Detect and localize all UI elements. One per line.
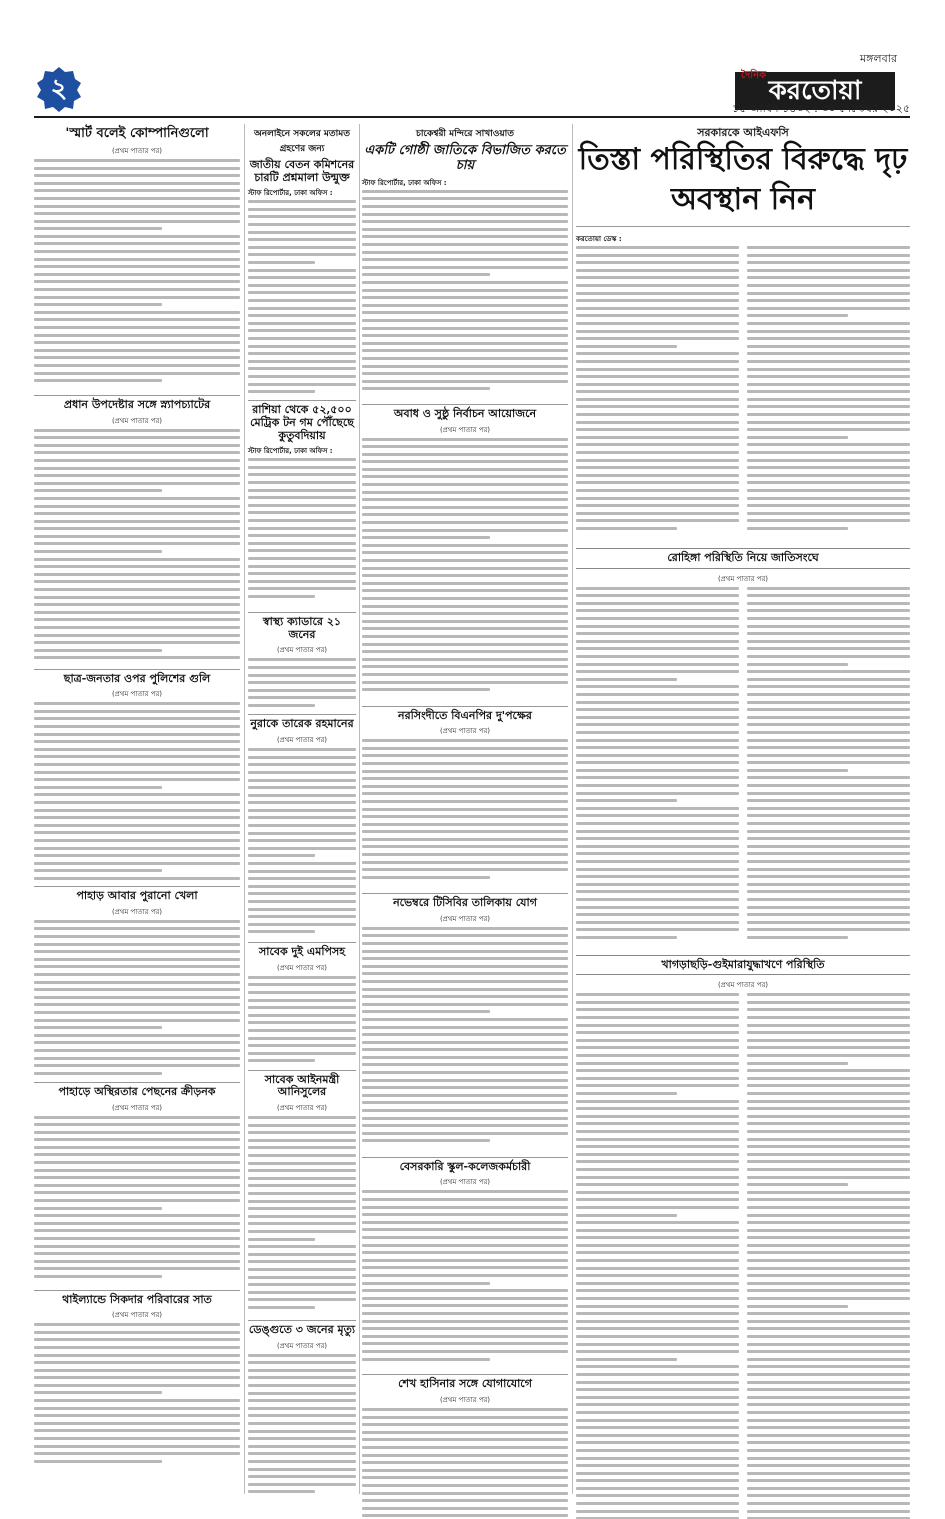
article-body [248, 200, 356, 396]
article-divider [362, 404, 568, 405]
article-headline: নভেম্বরে টিসিবির তালিকায় যোগ [393, 896, 537, 910]
continuation-note: (প্রথম পাতার পর) [439, 1178, 491, 1187]
article-headline: জাতীয় বেতন কমিশনের চারটি প্রশ্নমালা উন্মুক্ত [249, 158, 355, 184]
article-kicker: অনলাইনে সকলের মতামত গ্রহণের জন্য [253, 129, 351, 154]
article-headline: সাবেক আইনমন্ত্রী আনিসুলের [264, 1072, 340, 1099]
article-headline: নরসিংদীতে বিএনপির দু'পক্ষের [398, 708, 532, 722]
article-divider [248, 400, 356, 401]
column-4 [576, 232, 910, 1519]
article-body [362, 739, 568, 889]
continuation-note: (প্রথম পাতার পর) [276, 1104, 328, 1113]
article-headline: পাহাড়ে অস্থিরতার পেছনের ক্রীড়নক [58, 1084, 216, 1098]
article-divider [248, 1320, 356, 1321]
article-body [34, 429, 240, 665]
article-body [34, 1116, 240, 1286]
section-header [576, 955, 910, 976]
article-body [362, 1190, 568, 1370]
article-body [248, 658, 356, 710]
article-divider [362, 1374, 568, 1375]
page-number: ২ [50, 74, 68, 104]
article-body [248, 1116, 356, 1316]
article-headline: একটি গোষ্ঠী জাতিকে বিভাজিত করতে চায় [364, 143, 566, 173]
masthead [0, 0, 945, 118]
continuation-note: (প্রথম পাতার পর) [111, 1103, 163, 1112]
article-headline: বেসরকারি স্কুল-কলেজকর্মচারী [399, 1159, 531, 1173]
article-divider [362, 1157, 568, 1158]
column-1 [34, 124, 240, 1473]
article-body [576, 993, 739, 1519]
article-divider [248, 1070, 356, 1071]
article-divider [248, 942, 356, 943]
page-number-badge [36, 66, 82, 112]
continuation-note: (প্রথম পাতার পর) [276, 736, 328, 745]
article-byline: করতোয়া ডেস্ক : [576, 235, 622, 243]
continuation-note: (প্রথম পাতার পর) [276, 963, 328, 972]
article-headline: প্রধান উপদেষ্টার সঙ্গে স্ন্যাপচ্যাটের [63, 397, 211, 411]
article-columns [576, 587, 910, 949]
article-headline: 'স্মার্ট বলেই কোম্পানিগুলো [65, 126, 209, 141]
article-body [362, 438, 568, 702]
article-divider [248, 612, 356, 613]
article-body [34, 920, 240, 1078]
article-headline: পাহাড় আবার পুরানো খেলা [76, 889, 198, 903]
article-headline: অবাধ ও সুষ্ঠু নির্বাচন আয়োজনে [393, 406, 537, 420]
article-divider [248, 714, 356, 715]
brand-name: করতোয়া [735, 72, 895, 110]
continuation-note: (প্রথম পাতার পর) [111, 146, 163, 155]
section-header [576, 548, 910, 569]
continuation-note: (প্রথম পাতার পর) [439, 1396, 491, 1405]
continuation-note: (প্রথম পাতার পর) [111, 1311, 163, 1320]
article-body [362, 927, 568, 1153]
column-divider [572, 124, 573, 1494]
article-divider [34, 1290, 240, 1291]
continuation-note: (প্রথম পাতার পর) [276, 646, 328, 655]
lead-body [576, 246, 910, 542]
article-headline: রোহিঙ্গা পরিস্থিতি নিয়ে জাতিসংঘে [667, 551, 819, 564]
article-divider [362, 706, 568, 707]
column-divider [244, 124, 245, 1494]
article-headline: ডেঙ্গুতে ৩ জনের মৃত্যু [248, 1323, 356, 1337]
article-body [248, 458, 356, 608]
article-byline: স্টাফ রিপোর্টার, ঢাকা অফিস : [362, 178, 447, 187]
lead-kicker: সরকারকে আইএফসি [697, 126, 789, 139]
masthead-rule [34, 116, 910, 118]
article-headline: রাশিয়া থেকে ৫২,৫০০ মেট্রিক টন গম পৌঁছেছে কুতুবদিয়ায় [250, 403, 354, 442]
lead-headline: তিস্তা পরিস্থিতির বিরুদ্ধে দৃঢ় অবস্থান নিন [578, 142, 908, 217]
continuation-note: (প্রথম পাতার পর) [111, 907, 163, 916]
article-body [34, 1323, 240, 1473]
article-body [34, 159, 240, 391]
article-divider [34, 1082, 240, 1083]
continuation-note: (প্রথম পাতার পর) [717, 574, 769, 583]
article-headline: খাগড়াছড়ি-গুইমারাযুদ্ধাখণে পরিস্থিতি [661, 957, 825, 971]
continuation-note: (প্রথম পাতার পর) [111, 416, 163, 425]
continuation-note: (প্রথম পাতার পর) [276, 1341, 328, 1350]
article-body [576, 587, 739, 949]
lead-rule [576, 226, 910, 227]
article-headline: ছাত্র-জনতার ওপর পুলিশের গুলি [63, 671, 211, 685]
continuation-note: (প্রথম পাতার পর) [439, 425, 491, 434]
article-body [34, 702, 240, 882]
article-body [248, 748, 356, 938]
article-divider [34, 395, 240, 396]
continuation-note: (প্রথম পাতার পর) [439, 914, 491, 923]
continuation-note: (প্রথম পাতার পর) [111, 690, 163, 699]
article-body [747, 993, 910, 1519]
brand-small: দৈনিক [741, 70, 767, 81]
article-body [747, 587, 910, 949]
article-body [248, 1354, 356, 1504]
date-line: ১৫ আশ্বিন ১৪৩২ : ৩০ সেপ্টেম্বর ২০২৫ [732, 102, 910, 115]
column-2 [248, 124, 356, 1504]
article-body [248, 976, 356, 1066]
article-divider [34, 886, 240, 887]
article-body [362, 190, 568, 400]
continuation-note: (প্রথম পাতার পর) [439, 727, 491, 736]
article-headline: সাবেক দুই এমপিসহ [259, 945, 345, 959]
weekday: মঙ্গলবার [860, 52, 897, 65]
column-3 [362, 124, 568, 1519]
article-body [747, 246, 910, 542]
article-divider [34, 669, 240, 670]
article-columns [576, 993, 910, 1519]
article-headline: থাইল্যান্ডে সিকদার পরিবারের সাত [62, 1292, 212, 1306]
article-byline: স্টাফ রিপোর্টার, ঢাকা অফিস : [248, 447, 333, 456]
article-headline: শেখ হাসিনার সঙ্গে যোগাযোগে [398, 1377, 532, 1391]
article-body [576, 246, 739, 542]
article-kicker: চাকেশ্বরী মন্দিরে সাখাওয়াত [415, 129, 515, 139]
article-byline: স্টাফ রিপোর্টার, ঢাকা অফিস : [248, 189, 333, 198]
article-divider [362, 893, 568, 894]
article-headline: স্বাস্থ্য ক্যাডারে ২১ জনের [262, 615, 342, 641]
article-headline: নুরাকে তারেক রহমানের [250, 717, 354, 731]
article-body [362, 1408, 568, 1519]
continuation-note: (প্রথম পাতার পর) [717, 981, 769, 990]
column-divider [359, 124, 360, 1494]
